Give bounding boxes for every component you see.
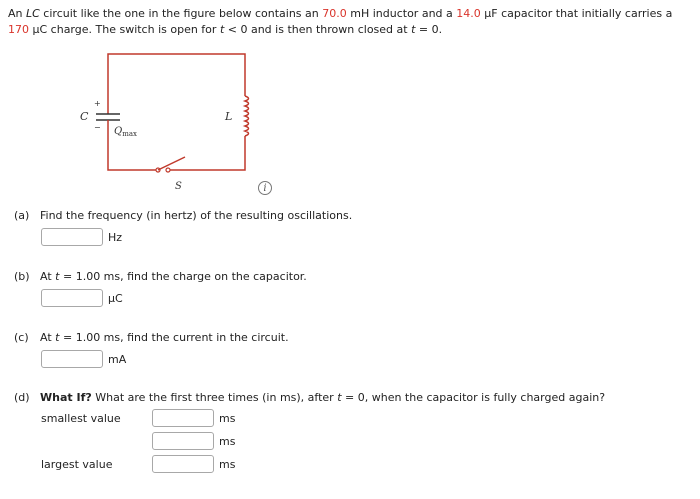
question-text: At — [40, 270, 56, 283]
unit-label: ms — [219, 457, 236, 471]
lc-text: LC — [26, 7, 40, 20]
part-letter: (d) — [14, 391, 30, 404]
question-text: At — [40, 331, 56, 344]
time-variable: t — [55, 331, 60, 344]
smallest-value-label: smallest value — [41, 412, 121, 425]
frequency-input[interactable] — [41, 228, 103, 246]
answer-row-a — [41, 228, 122, 246]
unit-label: ms — [219, 434, 236, 448]
time-variable: t — [55, 270, 60, 283]
answer-row-c — [41, 350, 126, 368]
switch-lever — [158, 157, 185, 170]
problem-text: = 0. — [415, 23, 443, 36]
unit-label: ms — [219, 411, 236, 425]
inductor-coil — [245, 96, 249, 136]
time-input-2[interactable] — [152, 432, 214, 450]
part-b-question — [14, 270, 307, 283]
qmax-label: $Q_{max}$ — [114, 126, 137, 138]
problem-text: circuit like the one in the figure below contains an — [39, 7, 323, 20]
plus-sign: + — [94, 99, 101, 108]
circuit-wire — [108, 54, 245, 114]
what-if-label: What If? — [40, 391, 92, 404]
switch-terminal — [166, 168, 170, 172]
problem-text: An — [8, 7, 26, 20]
problem-text: μF capacitor that initially carries a — [480, 7, 673, 20]
current-input[interactable] — [41, 350, 103, 368]
question-text: What are the first three times (in ms), after — [91, 391, 338, 404]
problem-text: μC charge. The switch is open for — [29, 23, 220, 36]
time-input-1[interactable] — [152, 409, 214, 427]
largest-value-label: largest value — [41, 458, 113, 471]
circuit-wire — [168, 136, 245, 170]
time-variable: t — [337, 391, 342, 404]
question-text: Find the frequency (in hertz) of the resulting oscillations. — [40, 209, 353, 222]
time-input-3[interactable] — [152, 455, 214, 473]
part-a-question — [14, 209, 352, 222]
part-letter: (a) — [14, 209, 30, 222]
answer-row-d1 — [152, 409, 235, 427]
question-text: = 1.00 ms, find the charge on the capacitor. — [59, 270, 307, 283]
unit-label: μC — [108, 291, 123, 305]
part-c-question — [14, 331, 289, 344]
answer-row-d2 — [152, 432, 235, 450]
answer-row-b — [41, 289, 123, 307]
question-text: = 0, when the capacitor is fully charged again? — [341, 391, 606, 404]
time-variable: t — [219, 23, 225, 36]
capacitance-value: 14.0 — [456, 7, 481, 20]
question-text: = 1.00 ms, find the current in the circuit. — [59, 331, 289, 344]
time-variable: t — [411, 23, 416, 36]
inductor-label: L — [225, 110, 233, 123]
part-letter: (b) — [14, 270, 30, 283]
unit-label: Hz — [108, 230, 123, 244]
part-d-question — [14, 391, 605, 404]
answer-row-d3 — [152, 455, 235, 473]
unit-label: mA — [108, 352, 127, 366]
inductance-value: 70.0 — [322, 7, 347, 20]
problem-text: mH inductor and a — [346, 7, 457, 20]
capacitor-label: C — [80, 110, 89, 123]
info-icon[interactable]: i — [258, 181, 272, 195]
problem-text: < 0 and is then thrown closed at — [224, 23, 412, 36]
part-letter: (c) — [14, 331, 29, 344]
switch-label: S — [175, 181, 182, 192]
minus-sign: − — [94, 123, 101, 132]
charge-value: 170 — [8, 23, 29, 36]
problem-statement — [8, 6, 688, 38]
lc-circuit-figure — [70, 46, 300, 196]
charge-input[interactable] — [41, 289, 103, 307]
